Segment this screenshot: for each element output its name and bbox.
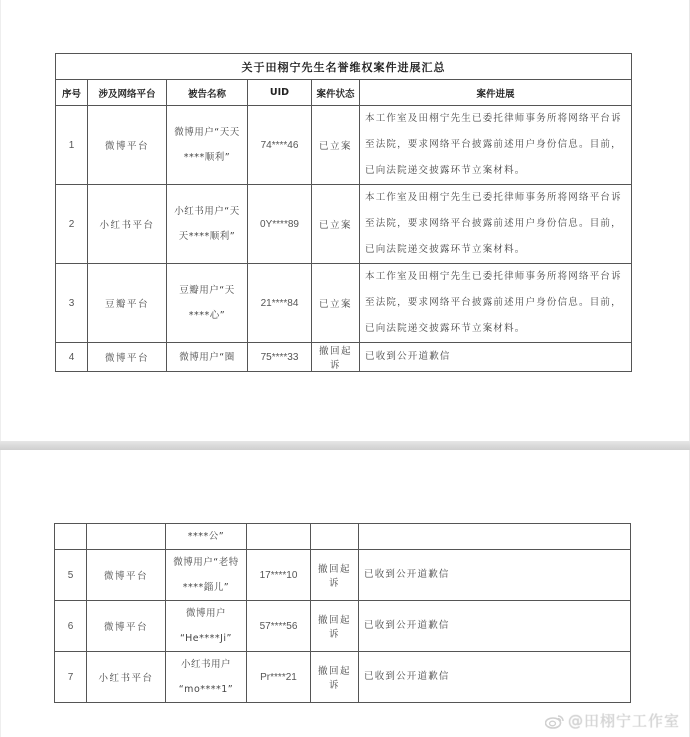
- row-status: 已立案: [312, 185, 360, 264]
- weibo-logo-icon: [545, 713, 565, 729]
- row-progress: 已收到公开道歉信: [359, 652, 631, 703]
- defendant-line2: “mo****1”: [178, 684, 234, 695]
- defendant-line1: 豆瓣用户“天: [179, 285, 235, 296]
- table-row: [55, 652, 631, 703]
- row-status: 撤回起诉: [311, 652, 359, 703]
- row-platform-empty: [87, 524, 166, 550]
- row-no: 6: [55, 601, 87, 652]
- row-progress: 已收到公开道歉信: [359, 601, 631, 652]
- watermark-text: @田栩宁工作室: [567, 712, 680, 730]
- table-row: [56, 264, 632, 343]
- row-no: 1: [56, 106, 88, 185]
- row-status: 撤回起诉: [311, 550, 359, 601]
- table-row: [55, 550, 631, 601]
- defendant-line2: 天****顺利”: [178, 231, 236, 242]
- table-row: [56, 106, 632, 185]
- defendant-line2: “He****Ji”: [180, 633, 232, 644]
- col-header-progress: 案件进展: [360, 80, 632, 106]
- row-status: 撤回起诉: [311, 601, 359, 652]
- row-progress-empty: [359, 524, 631, 550]
- defendant-line2: ****顺利”: [183, 152, 231, 163]
- row-progress: 本工作室及田栩宁先生已委托律师事务所将网络平台诉至法院，要求网络平台披露前述用户身份信息。目前，已向法院递交披露环节立案材料。: [360, 106, 632, 185]
- col-header-status: 案件状态: [312, 80, 360, 106]
- table-row: [55, 601, 631, 652]
- row-uid: Pr****21: [247, 652, 311, 703]
- defendant-line2: ****錙儿”: [182, 582, 230, 593]
- row-defendant: [166, 550, 247, 601]
- row-no-empty: [55, 524, 87, 550]
- row-no: 5: [55, 550, 87, 601]
- row-defendant: [167, 106, 248, 185]
- table-header-row: [56, 80, 632, 106]
- row-platform: 微博平台: [87, 601, 166, 652]
- defendant-line1: 微博用户“老特: [173, 557, 239, 568]
- table-title: 关于田栩宁先生名誉维权案件进展汇总: [56, 54, 632, 80]
- row-uid: 17****10: [247, 550, 311, 601]
- col-header-defendant: 被告名称: [167, 80, 248, 106]
- row-no: 7: [55, 652, 87, 703]
- case-summary-table: [55, 53, 632, 372]
- row-defendant: [166, 601, 247, 652]
- col-header-platform: 涉及网络平台: [88, 80, 167, 106]
- row-uid: 75****33: [248, 343, 312, 372]
- row-platform: 微博平台: [87, 550, 166, 601]
- row-defendant: [166, 652, 247, 703]
- page-separator: [0, 441, 690, 450]
- table-row: [56, 185, 632, 264]
- row-status: 撤回起诉: [312, 343, 360, 372]
- row-status: 已立案: [312, 264, 360, 343]
- row-progress: 本工作室及田栩宁先生已委托律师事务所将网络平台诉至法院，要求网络平台披露前述用户身份信息。目前，已向法院递交披露环节立案材料。: [360, 264, 632, 343]
- row-progress: 已收到公开道歉信: [360, 343, 632, 372]
- row-progress: 本工作室及田栩宁先生已委托律师事务所将网络平台诉至法院，要求网络平台披露前述用户身份信息。目前，已向法院递交披露环节立案材料。: [360, 185, 632, 264]
- row-progress: 已收到公开道歉信: [359, 550, 631, 601]
- row-status-empty: [311, 524, 359, 550]
- case-summary-table-continued: [54, 523, 631, 703]
- row-no: 2: [56, 185, 88, 264]
- defendant-line1: 微博用户“天天: [174, 127, 240, 138]
- col-header-uid: UID: [248, 80, 312, 106]
- row-uid: 57****56: [247, 601, 311, 652]
- row-no: 3: [56, 264, 88, 343]
- table-row: [56, 343, 632, 372]
- row-uid-empty: [247, 524, 311, 550]
- defendant-line2: ****心”: [188, 310, 226, 321]
- row-uid: 74****46: [248, 106, 312, 185]
- col-header-no: 序号: [56, 80, 88, 106]
- row-platform: 微博平台: [88, 106, 167, 185]
- defendant-line1: 小红书用户“天: [174, 206, 240, 217]
- weibo-watermark: [545, 710, 680, 731]
- row-uid: 21****84: [248, 264, 312, 343]
- row-defendant: [167, 264, 248, 343]
- row-platform: 微博平台: [88, 343, 167, 372]
- row-status: 已立案: [312, 106, 360, 185]
- table-row-continuation: [55, 524, 631, 550]
- row-defendant-line1: 微博用户“圈: [167, 343, 248, 372]
- row-platform: 小红书平台: [88, 185, 167, 264]
- defendant-line1: 微博用户: [185, 608, 226, 619]
- row-platform: 豆瓣平台: [88, 264, 167, 343]
- row-uid: 0Y****89: [248, 185, 312, 264]
- row-defendant: [167, 185, 248, 264]
- row-platform: 小红书平台: [87, 652, 166, 703]
- row-no: 4: [56, 343, 88, 372]
- row-defendant-line2: ****公”: [166, 524, 247, 550]
- defendant-line1: 小红书用户: [180, 659, 231, 670]
